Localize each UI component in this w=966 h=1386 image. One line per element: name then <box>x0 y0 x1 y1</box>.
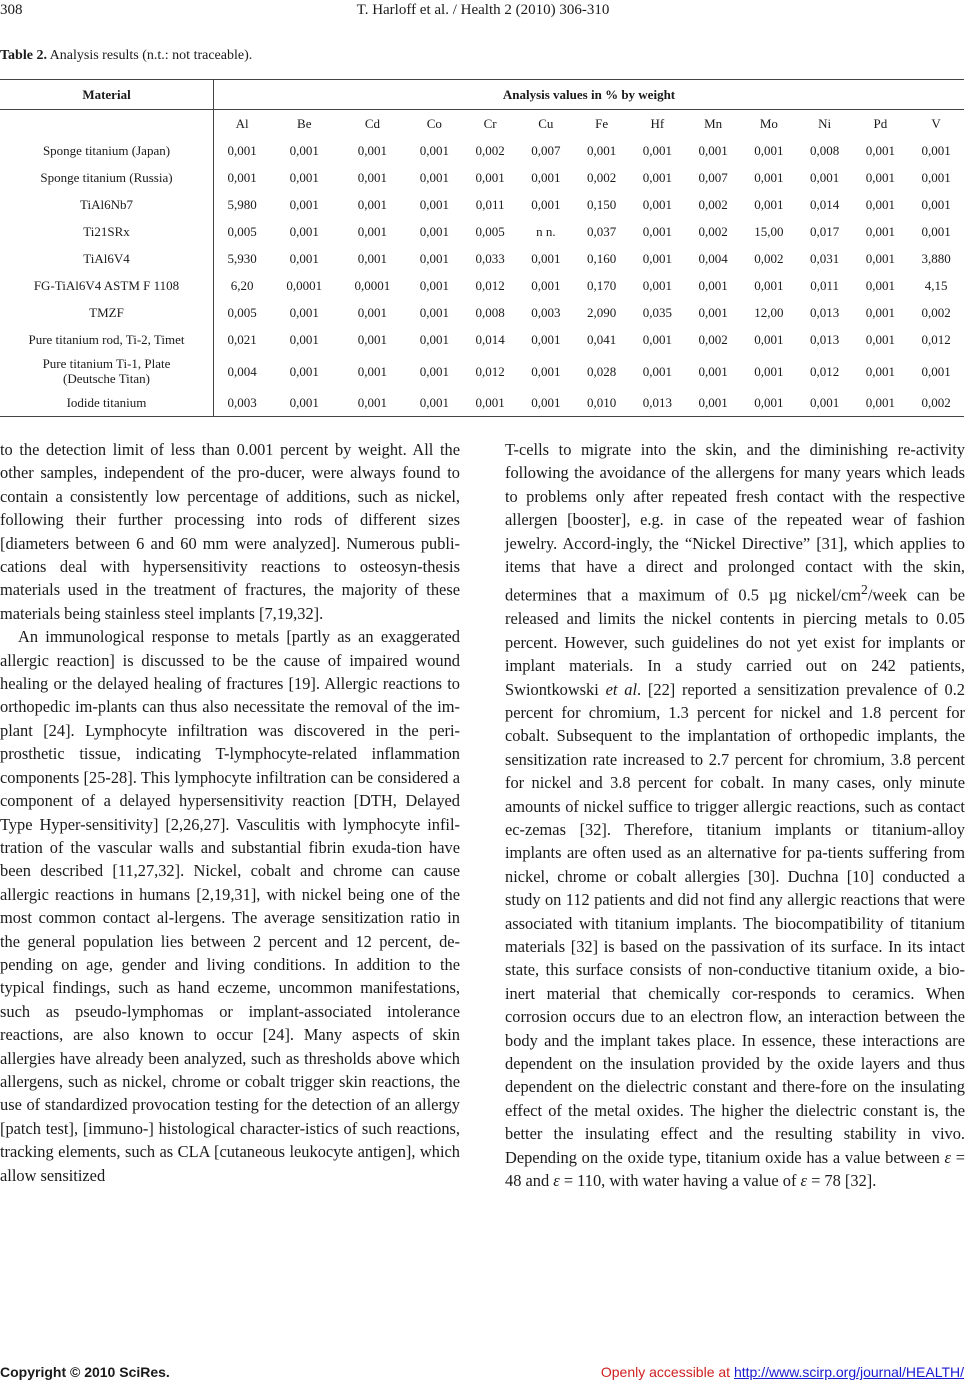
left-paragraph-1: to the detection limit of less than 0.001 percent by weight. All the other samples, independent of the pro-ducer, were always found to contain a consistently low percentage of additions, such as nickel, following their further processing into rods of different sizes [diameters between 6 and 60 mm were analyzed]. Numerous publi-cations deal with hypersensitivity reactions to osteosyn-thesis materials used in the treatment of fractures, the majority of these materials being stainless steel implants [7,19,32]. <box>0 440 460 623</box>
value-cell: 0,013 <box>809 305 840 320</box>
left-column <box>0 438 460 1187</box>
open-access-note <box>601 1364 964 1380</box>
value-cell: 0,001 <box>754 197 784 212</box>
value-cell: 0,001 <box>419 224 449 239</box>
page-header <box>0 0 966 24</box>
value-cell: 6,20 <box>230 278 254 293</box>
value-cell: 0,001 <box>865 224 895 239</box>
value-cell: 0,001 <box>642 170 672 185</box>
value-cell: 0,001 <box>642 143 672 158</box>
table-caption-text: Analysis results (n.t.: not traceable). <box>46 48 253 63</box>
table-row <box>0 326 964 353</box>
running-title: T. Harloff et al. / Health 2 (2010) 306-310 <box>356 2 610 18</box>
value-cell: 0,001 <box>586 143 617 158</box>
element-header-co: Co <box>426 116 442 131</box>
value-cell: 0,001 <box>921 143 951 158</box>
value-cell: 5,930 <box>227 251 257 266</box>
value-cell: 0,001 <box>921 170 951 185</box>
material-cell: TiAl6Nb7 <box>0 191 214 218</box>
right-paragraph <box>505 438 965 1192</box>
value-cell: 0,001 <box>754 143 784 158</box>
journal-link[interactable]: http://www.scirp.org/journal/HEALTH/ <box>733 1364 964 1380</box>
table-row <box>0 353 964 389</box>
value-cell: 0,001 <box>642 278 672 293</box>
page-number: 308 <box>0 2 23 18</box>
value-cell: 0,001 <box>531 332 561 347</box>
value-cell: 0,010 <box>574 389 630 417</box>
value-cell: 0,007 <box>698 170 728 185</box>
value-cell: 0,002 <box>921 305 951 320</box>
value-cell: 0,001 <box>357 143 388 158</box>
value-cell: 0,001 <box>419 251 449 266</box>
material-cell: Iodide titanium <box>0 389 214 417</box>
material-cell <box>0 353 214 389</box>
value-cell: 0,001 <box>357 363 388 379</box>
right-text-5: = 110, with water having a value of <box>559 1171 801 1191</box>
right-text-3: . [22] reported a sensitization prevalence of 0.2 percent for chromium, 1.3 percent for nickel and 1.8 percent for cobalt. Subsequent to the implantation of orthopedic implants, the sensitization rate increased to 2.7 percent for chromium, 3.8 percent for nickel and 3.8 percent for cobalt. In many cases, only minute amounts of nickel suffice to trigger allergic reactions, such as contact ec-zemas [32]. Therefore, titanium implants or titanium-alloy implants are often used as an alternative for pa-tients suffering from nickel, chrome or cobalt allergies [30]. Duchna [10] conducted a study on 112 patients and did not find any allergic reactions that were associated with titanium implants. The biocompatibility of titanium materials [32] is based on the passivation of its surface. In its intact state, this surface consists of non-conductive titanium oxide, a bio-inert material that chemically cor-responds to ceramics. When corrosion occurs due to an electron flow, an interaction between the body and the implant takes place. In essence, these interactions are dependent on the insulation provided by the oxide layers and thus dependent on the dielectric constant and there-fore on the insulating effect of the metal oxides. The higher the dielectric constant is, the better the insulating effect and the resulting stability in vivo. Depending on the oxide type, titanium oxide has a value between <box>505 679 965 1167</box>
element-header-al: Al <box>235 116 249 131</box>
value-cell: 0,013 <box>629 389 685 417</box>
table-row <box>0 245 964 272</box>
value-cell: 0,001 <box>227 143 257 158</box>
copyright: Copyright © 2010 SciRes. <box>0 1364 170 1380</box>
value-cell: 0,005 <box>227 305 257 320</box>
value-cell: 0,001 <box>357 251 388 266</box>
value-cell: 0,001 <box>475 170 505 185</box>
value-cell: 4,15 <box>924 278 948 293</box>
value-cell: 0,008 <box>475 305 505 320</box>
epsilon-2: ε <box>553 1171 560 1191</box>
value-cell: 0,170 <box>586 278 617 293</box>
value-cell: 0,002 <box>475 143 505 158</box>
header-material: Material <box>0 80 214 110</box>
value-cell: 0,001 <box>698 278 728 293</box>
value-cell: 0,021 <box>227 332 257 347</box>
element-header-pd: Pd <box>873 116 888 131</box>
value-cell: 0,001 <box>289 143 319 158</box>
value-cell: 0,001 <box>289 224 319 239</box>
material-cell: Ti21SRx <box>0 218 214 245</box>
value-cell: 0,001 <box>338 389 406 417</box>
element-header-be: Be <box>297 116 312 131</box>
table-row <box>0 272 964 299</box>
value-cell: 0,150 <box>586 197 617 212</box>
value-cell: 0,001 <box>642 251 672 266</box>
element-header-hf: Hf <box>650 116 665 131</box>
value-cell: 0,001 <box>357 197 388 212</box>
value-cell: 0,008 <box>809 143 840 158</box>
material-cell: Sponge titanium (Russia) <box>0 164 214 191</box>
value-cell: 0,001 <box>289 305 319 320</box>
value-cell: 0,001 <box>865 278 895 293</box>
value-cell: 0,002 <box>586 170 617 185</box>
value-cell: 0,004 <box>227 363 257 379</box>
value-cell: 0,012 <box>809 363 840 379</box>
value-cell: 0,002 <box>908 389 964 417</box>
value-cell: 0,001 <box>357 224 388 239</box>
value-cell: 0,031 <box>809 251 840 266</box>
material-line-1: Pure titanium Ti-1, Plate <box>42 356 171 371</box>
value-cell: 0,012 <box>475 278 505 293</box>
element-header-cr: Cr <box>483 116 497 131</box>
value-cell: 0,001 <box>531 251 561 266</box>
value-cell: 0,011 <box>810 278 839 293</box>
value-cell: 5,980 <box>227 197 257 212</box>
value-cell: 0,001 <box>921 224 951 239</box>
value-cell: 0,001 <box>865 251 895 266</box>
element-header-mo: Mo <box>759 116 778 131</box>
table-caption-label: Table 2. <box>0 48 47 63</box>
value-cell: 0,001 <box>289 363 319 379</box>
table-row <box>0 137 964 164</box>
material-line-2: (Deutsche Titan) <box>62 371 151 386</box>
value-cell: 0,001 <box>289 332 319 347</box>
value-cell: 0,001 <box>531 278 561 293</box>
value-cell: 0,001 <box>754 170 784 185</box>
value-cell: 0,014 <box>475 332 505 347</box>
value-cell: 2,090 <box>586 305 617 320</box>
table-body <box>0 137 964 417</box>
value-cell: 0,001 <box>865 197 895 212</box>
value-cell: 0,001 <box>419 197 449 212</box>
material-cell: Sponge titanium (Japan) <box>0 137 214 164</box>
value-cell: 0,001 <box>754 363 784 379</box>
value-cell: 0,001 <box>419 305 449 320</box>
value-cell: 0,001 <box>289 197 319 212</box>
value-cell: 0,001 <box>419 363 449 379</box>
value-cell: 0,002 <box>698 197 728 212</box>
value-cell: 0,011 <box>475 197 505 212</box>
value-cell: 0,001 <box>865 305 895 320</box>
value-cell: 0,005 <box>475 224 505 239</box>
value-cell: 0,001 <box>852 389 908 417</box>
value-cell: 0,028 <box>586 363 617 379</box>
element-header-cu: Cu <box>538 116 554 131</box>
header-analysis-values: Analysis values in % by weight <box>214 80 965 110</box>
epsilon-1: ε <box>944 1147 951 1167</box>
value-cell: 0,001 <box>357 170 388 185</box>
value-cell: 0,001 <box>685 389 741 417</box>
material-cell: TiAl6V4 <box>0 245 214 272</box>
value-cell: 0,005 <box>227 224 257 239</box>
value-cell: 0,001 <box>754 278 784 293</box>
table-caption <box>0 48 252 64</box>
right-column <box>505 438 965 1192</box>
table-row <box>0 164 964 191</box>
table-row <box>0 191 964 218</box>
analysis-table <box>0 79 964 417</box>
value-cell: 0,001 <box>921 197 951 212</box>
table-row <box>0 389 964 417</box>
value-cell: 0,003 <box>531 305 561 320</box>
value-cell: 0,001 <box>531 170 561 185</box>
value-cell: 0,001 <box>419 143 449 158</box>
value-cell: 0,041 <box>586 332 617 347</box>
value-cell: 0,001 <box>865 332 895 347</box>
value-cell: 0,001 <box>419 278 449 293</box>
value-cell: 0,012 <box>475 363 505 379</box>
value-cell: 0,001 <box>518 389 574 417</box>
value-cell: 0,001 <box>531 363 561 379</box>
value-cell: 0,003 <box>214 389 271 417</box>
value-cell: 0,014 <box>809 197 840 212</box>
epsilon-3: ε <box>800 1171 807 1191</box>
value-cell: 0,001 <box>698 363 728 379</box>
et-al: et al <box>605 679 638 699</box>
value-cell: 0,012 <box>921 332 951 347</box>
value-cell: 0,001 <box>642 224 672 239</box>
value-cell: 0,001 <box>531 197 561 212</box>
value-cell: 0,001 <box>865 363 895 379</box>
value-cell: 0,001 <box>865 143 895 158</box>
superscript-2: 2 <box>861 582 868 598</box>
value-cell: 0,001 <box>642 363 672 379</box>
value-cell: 0,035 <box>642 305 672 320</box>
value-cell: 0,001 <box>270 389 338 417</box>
value-cell: 0,001 <box>227 170 257 185</box>
value-cell: 0,004 <box>698 251 728 266</box>
value-cell: 0,002 <box>698 224 728 239</box>
value-cell: n n. <box>536 224 556 239</box>
value-cell: 0,001 <box>865 170 895 185</box>
value-cell: 0,001 <box>419 332 449 347</box>
value-cell: 0,0001 <box>354 278 391 293</box>
value-cell: 0,001 <box>741 389 797 417</box>
value-cell: 0,001 <box>462 389 518 417</box>
value-cell: 0,0001 <box>286 278 323 293</box>
page-footer <box>0 1364 966 1384</box>
table-row <box>0 299 964 326</box>
value-cell: 12,00 <box>754 305 784 320</box>
right-text-4: = 48 and <box>505 1147 965 1191</box>
element-header-spacer <box>0 110 214 138</box>
element-header-cd: Cd <box>364 116 380 131</box>
value-cell: 0,001 <box>419 170 449 185</box>
value-cell: 0,001 <box>357 332 388 347</box>
value-cell: 3,880 <box>921 251 951 266</box>
value-cell: 0,001 <box>357 305 388 320</box>
material-cell: FG-TiAl6V4 ASTM F 1108 <box>0 272 214 299</box>
element-header-fe: Fe <box>595 116 609 131</box>
value-cell: 0,001 <box>406 389 462 417</box>
element-header-v: V <box>931 116 941 131</box>
value-cell: 0,007 <box>531 143 561 158</box>
right-text-2: /week can be released and limits the nickel contents in piercing metals to 0.05 percent. However, such guidelines do not yet exist for implants or implant materials. In a study carried out on 242 patients, Swiontkowski <box>505 585 965 699</box>
value-cell: 0,160 <box>586 251 617 266</box>
material-cell: TMZF <box>0 299 214 326</box>
value-cell: 0,001 <box>289 170 319 185</box>
value-cell: 0,037 <box>586 224 617 239</box>
value-cell: 15,00 <box>754 224 784 239</box>
open-access-text: Openly accessible at <box>600 1364 734 1380</box>
value-cell: 0,013 <box>809 332 840 347</box>
value-cell: 0,001 <box>797 389 853 417</box>
table-row <box>0 218 964 245</box>
left-paragraph-2: An immunological response to metals [partly as an exaggerated allergic reaction] is discussed to be the cause of impaired wound healing or the delayed healing of fractures [19]. Allergic reactions to orthopedic im-plants can thus also necessitate the removal of the im-plant [24]. Lymphocyte infiltration was discovered in the peri-prosthetic tissue, indicating T-lymphocyte-related inflammation components [25-28]. This lymphocyte infiltration can be considered a component of a delayed hypersensitivity reaction [DTH, Delayed Type Hyper-sensitivity] [2,26,27]. Vasculitis with lymphocyte infil-tration of the vascular walls and substantial fibrin exuda-tion have been described [11,27,32]. Nickel, cobalt and chrome can cause allergic reactions in humans [2,19,31], with nickel being one of the most common contact al-lergens. The average sensitization ratio in the general population lies between 2 percent and 12 percent, de-pending on age, gender and living conditions. In addition to the typical findings, such as hand eczeme, uncommon manifestations, such as pseudo-lymphomas or implant-associated intolerance reactions, are also known to occur [24]. Many aspects of skin allergies have already been analyzed, such as thresholds above which allergens, such as nickel, chrome or cobalt trigger skin reactions, the use of standardized provocation testing for the detection of an allergy [patch test], [immuno-] histological character-istics of such reactions, tracking elements, such as CLA [cutaneous leukocyte antigen], which allow sensitized <box>0 627 460 1185</box>
element-header-mn: Mn <box>704 116 723 131</box>
right-text-6: = 78 [32]. <box>806 1171 877 1191</box>
value-cell: 0,033 <box>475 251 505 266</box>
value-cell: 0,001 <box>698 305 728 320</box>
value-cell: 0,002 <box>698 332 728 347</box>
value-cell: 0,001 <box>809 170 840 185</box>
element-header-ni: Ni <box>818 116 832 131</box>
material-cell: Pure titanium rod, Ti-2, Timet <box>0 326 214 353</box>
value-cell: 0,002 <box>754 251 784 266</box>
value-cell: 0,001 <box>289 251 319 266</box>
value-cell: 0,001 <box>754 332 784 347</box>
element-header-row <box>0 110 964 138</box>
right-text-1: T-cells to migrate into the skin, and the diminishing re-activity following the avoidance of the allergens for many years which leads to problems only after repeated fresh contact with the respective allergen [booster], e.g. in case of the repeated wear of fashion jewelry. Accord-ingly, the “Nickel Directive” [31], which applies to items that have a direct and prolonged contact with the skin, determines that a maximum of 0.5 µg nickel/cm <box>505 440 965 605</box>
value-cell: 0,001 <box>642 332 672 347</box>
value-cell: 0,017 <box>809 224 840 239</box>
value-cell: 0,001 <box>698 143 728 158</box>
value-cell: 0,001 <box>921 363 951 379</box>
value-cell: 0,001 <box>642 197 672 212</box>
